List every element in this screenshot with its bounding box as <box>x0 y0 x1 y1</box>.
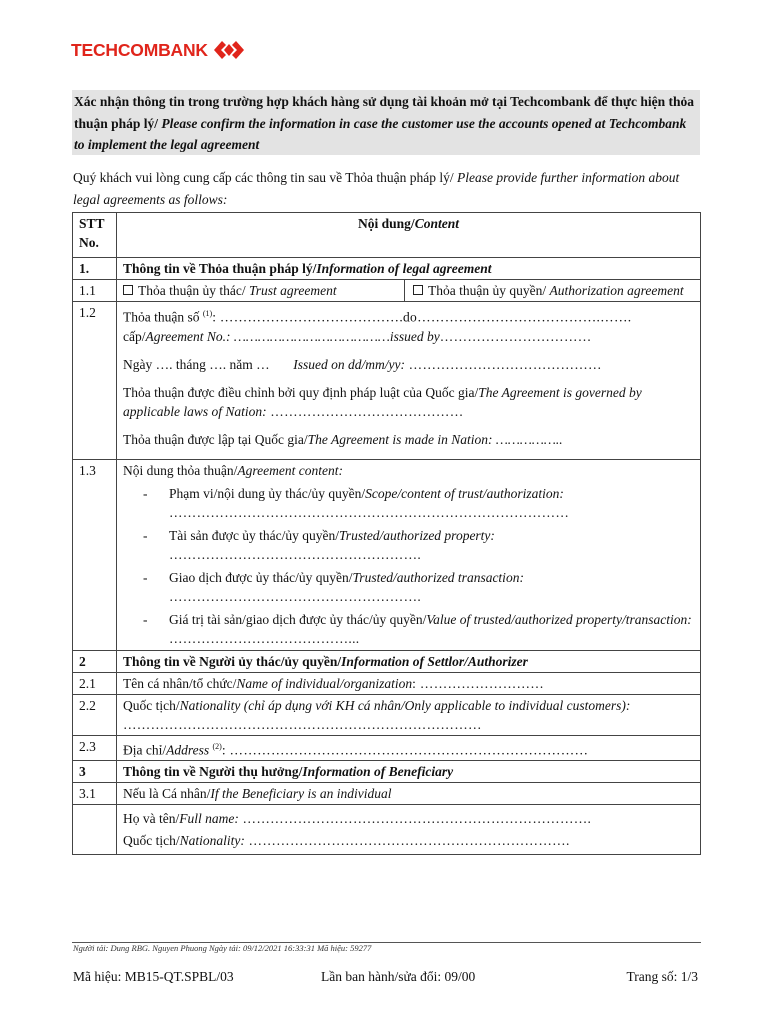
section-3-title-vi: Thông tin về Người thụ hưởng/ <box>123 764 303 779</box>
section-3-number: 3 <box>73 761 117 783</box>
no-label: No. <box>79 235 99 250</box>
settlor-nationality-field: …………………………………………………………………… <box>123 716 482 732</box>
issue-date-label-vi: Ngày …. tháng …. năm … <box>123 356 294 372</box>
agreement-details-cell <box>117 302 701 460</box>
footnote-2: (2) <box>212 741 222 751</box>
section-2-row <box>73 650 701 672</box>
brand-name: TECHCOMBANK <box>71 39 208 60</box>
trust-agreement-option[interactable] <box>123 281 404 300</box>
row-1-3 <box>73 459 701 650</box>
heading-en: Please confirm the information in case the customer use the accounts opened at Techcombank to implement the legal agreement <box>74 115 687 152</box>
section-1-title-en: Information of legal agreement <box>316 261 492 276</box>
property-field: ………………………………………………. <box>169 546 422 562</box>
full-name-label-vi: Họ và tên/ <box>123 811 180 826</box>
agreement-content-en: Agreement content: <box>237 462 343 478</box>
row-2-1-number: 2.1 <box>73 672 117 694</box>
authorization-agreement-label-vi: Thỏa thuận ủy quyền/ <box>428 283 550 298</box>
heading-vi: Xác nhận thông tin trong trường hợp khách hàng sử dụng tài khoản mở tại Techcombank để thực hiện thỏa thuận pháp lý/ <box>74 94 695 131</box>
settlor-address-field: : …………………………………………………………………… <box>221 742 589 757</box>
table-header-row <box>73 213 701 258</box>
issue-date-field: …………………………………… <box>404 356 602 372</box>
intro-text <box>73 167 693 210</box>
document-code: Mã hiệu: MB15-QT.SPBL/03 <box>73 969 234 984</box>
transaction-field: ………………………………………………. <box>169 588 422 604</box>
made-in-label-vi: Thỏa thuận được lập tại Quốc gia/ <box>123 431 308 447</box>
issued-label-vi: cấp/ <box>123 328 146 344</box>
transaction-label-en: Trusted/authorized transaction: <box>352 569 524 585</box>
section-3-title-en: Information of Beneficiary <box>302 764 454 779</box>
list-item-value[interactable] <box>143 610 694 648</box>
section-2-title-en: Information of Settlor/Authorizer <box>341 653 528 669</box>
issued-label-en: Agreement No.: …………………………………issued by <box>145 328 440 344</box>
beneficiary-nationality-line[interactable] <box>123 831 694 850</box>
scope-label-en: Scope/content of trust/authorization: <box>365 485 564 501</box>
section-3-row <box>73 761 701 783</box>
form-heading <box>72 90 700 155</box>
governing-law-field: …………………………………… <box>266 403 464 419</box>
beneficiary-individual-label-en: If the Beneficiary is an individual <box>210 786 392 801</box>
issue-date-line[interactable] <box>123 355 694 374</box>
list-item-property[interactable] <box>143 526 694 564</box>
section-2-title-vi: Thông tin về Người ủy thác/ủy quyền/ <box>123 653 342 669</box>
stt-header <box>73 213 117 258</box>
diamond-logo-icon <box>212 38 246 62</box>
row-3-1 <box>73 783 701 805</box>
row-2-3 <box>73 735 701 761</box>
page-number: Trang số: 1/3 <box>626 969 698 984</box>
section-3-title <box>117 761 701 783</box>
row-1-2-number: 1.2 <box>73 302 117 460</box>
governing-law-line[interactable] <box>123 383 694 421</box>
made-in-label-en: The Agreement is made in Nation: …………….. <box>307 431 563 447</box>
agreement-content-vi: Nội dung thỏa thuận/ <box>123 462 238 478</box>
row-2-2-number: 2.2 <box>73 694 117 735</box>
property-label-vi: Tài sản được ủy thác/ủy quyền/ <box>169 527 340 543</box>
settlor-name-label-en: Name of individual/organization <box>236 675 413 691</box>
settlor-address-cell[interactable] <box>117 735 701 761</box>
value-label-en: Value of trusted/authorized property/transaction: <box>426 611 692 627</box>
authorization-agreement-label-en: Authorization agreement <box>549 283 684 298</box>
issue-date-label-en: Issued on dd/mm/yy: <box>293 356 405 372</box>
governing-law-label-en: The Agreement is governed by applicable laws of Nation: <box>123 384 642 419</box>
agreement-number-field: : ………………………………….do………………………………….……. <box>212 309 632 325</box>
value-label-vi: Giá trị tài sản/giao dịch được ủy thác/ủy quyền/ <box>169 611 427 627</box>
content-header-vi: Nội dung/ <box>358 216 415 231</box>
settlor-nationality-label-en: Nationality (chỉ áp dụng với KH cá nhân/Only applicable to individual customers): <box>179 697 631 713</box>
beneficiary-nationality-field: ……………………………………………………………. <box>244 833 570 848</box>
row-2-2 <box>73 694 701 735</box>
agreement-type-cell <box>117 280 701 302</box>
value-field: …………………………………... <box>169 630 360 646</box>
beneficiary-nationality-label-vi: Quốc tịch/ <box>123 833 180 848</box>
row-2-3-number: 2.3 <box>73 735 117 761</box>
content-header <box>117 213 701 258</box>
scope-label-vi: Phạm vi/nội dung ủy thác/ủy quyền/ <box>169 485 366 501</box>
made-in-line[interactable] <box>123 430 694 449</box>
full-name-field: …………………………………………………………………. <box>238 811 592 826</box>
settlor-nationality-label-vi: Quốc tịch/ <box>123 697 180 713</box>
beneficiary-individual-cell <box>117 783 701 805</box>
beneficiary-full-name-line[interactable] <box>123 809 694 828</box>
authorization-agreement-option[interactable] <box>404 280 694 301</box>
stt-label: STT <box>79 216 105 231</box>
section-2-number: 2 <box>73 650 117 672</box>
row-1-3-number: 1.3 <box>73 459 117 650</box>
section-1-title-vi: Thông tin về Thỏa thuận pháp lý/ <box>123 261 317 276</box>
uploader-info: Người tải: Dung RBG. Nguyen Phuong Ngày tải: 09/12/2021 16:33:31 Mã hiệu: 59277 <box>73 943 372 953</box>
row-1-2 <box>73 302 701 460</box>
agreement-content-label <box>123 461 694 480</box>
agreement-content-cell <box>117 459 701 650</box>
settlor-nationality-cell[interactable] <box>117 694 701 735</box>
row-3-1-details <box>73 805 701 855</box>
agreement-content-list <box>123 484 694 648</box>
trust-agreement-label-en: Trust agreement <box>248 283 337 298</box>
settlor-name-cell[interactable] <box>117 672 701 694</box>
beneficiary-details-cell <box>117 805 701 855</box>
legal-agreement-table <box>72 212 701 855</box>
issued-by-field: …………………………… <box>439 328 592 344</box>
agreement-number-line[interactable] <box>123 304 694 327</box>
list-item-transaction[interactable] <box>143 568 694 606</box>
transaction-label-vi: Giao dịch được ủy thác/ủy quyền/ <box>169 569 353 585</box>
footnote-1: (1) <box>202 309 213 318</box>
row-3-1-details-number <box>73 805 117 855</box>
beneficiary-nationality-label-en: Nationality: <box>179 833 245 848</box>
intro-en: Please provide further information about legal agreements as follows: <box>73 170 680 207</box>
section-1-number: 1. <box>73 258 117 280</box>
settlor-address-label-vi: Địa chỉ/ <box>123 742 167 757</box>
section-1-title <box>117 258 701 280</box>
settlor-address-label-en: Address <box>166 742 210 757</box>
revision-number: Lần ban hành/sửa đổi: 09/00 <box>321 969 476 984</box>
row-1-1-number: 1.1 <box>73 280 117 302</box>
governing-law-label-vi: Thỏa thuận được điều chỉnh bởi quy định pháp luật của Quốc gia/ <box>123 384 479 400</box>
section-1-row <box>73 258 701 280</box>
authorization-agreement-checkbox[interactable] <box>413 285 423 295</box>
property-label-en: Trusted/authorized property: <box>339 527 495 543</box>
agreement-issued-line[interactable] <box>123 327 694 346</box>
section-2-title <box>117 650 701 672</box>
list-item-scope[interactable] <box>143 484 694 522</box>
settlor-name-field: : ……………………… <box>412 675 545 691</box>
trust-agreement-label-vi: Thỏa thuận ủy thác/ <box>138 283 249 298</box>
full-name-label-en: Full name: <box>179 811 239 826</box>
content-header-en: Content <box>414 216 459 231</box>
row-2-1 <box>73 672 701 694</box>
row-1-1 <box>73 280 701 302</box>
row-3-1-number: 3.1 <box>73 783 117 805</box>
agreement-number-label: Thỏa thuận số <box>123 309 200 325</box>
scope-field: …………………………………………………………………………… <box>169 504 570 520</box>
settlor-name-label-vi: Tên cá nhân/tổ chức/ <box>123 675 237 691</box>
beneficiary-individual-label-vi: Nếu là Cá nhân/ <box>123 786 211 801</box>
trust-agreement-checkbox[interactable] <box>123 285 133 295</box>
intro-vi: Quý khách vui lòng cung cấp các thông tin sau về Thỏa thuận pháp lý/ <box>73 170 454 185</box>
techcombank-logo <box>71 38 246 62</box>
